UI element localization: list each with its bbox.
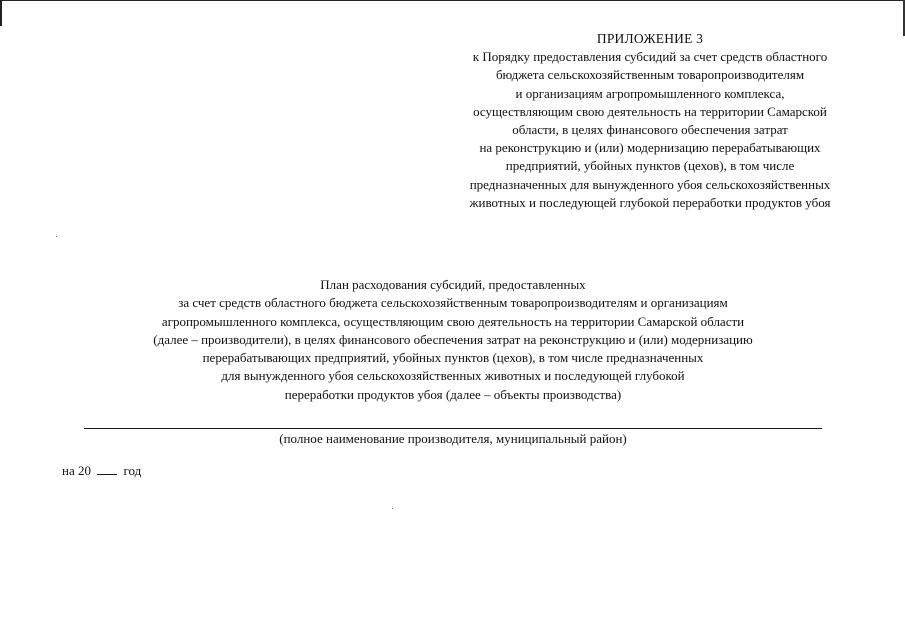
scan-speck xyxy=(56,236,57,237)
year-prefix: на 20 xyxy=(62,463,91,478)
plan-title xyxy=(70,276,836,404)
plan-title-line: (далее – производители), в целях финансового обеспечения затрат на реконструкцию и (или) модернизацию xyxy=(153,331,753,347)
appendix-line: к Порядку предоставления субсидий за счет средств областного xyxy=(472,49,828,65)
appendix-line: осуществляющим свою деятельность на территории Самарской xyxy=(473,103,827,119)
appendix-line: предназначенных для вынужденного убоя сельскохозяйственных xyxy=(469,176,831,192)
plan-title-line: переработки продуктов убоя (далее – объекты производства) xyxy=(284,386,622,402)
appendix-line: животных и последующей глубокой переработки продуктов убоя xyxy=(469,194,831,210)
appendix-header xyxy=(430,30,870,212)
plan-title-line: за счет средств областного бюджета сельскохозяйственным товаропроизводителям и организациям xyxy=(178,295,728,311)
appendix-line: области, в целях финансового обеспечения затрат xyxy=(512,122,788,138)
producer-name-blank[interactable] xyxy=(84,428,822,429)
scan-edge-left xyxy=(0,0,2,26)
appendix-line: и организациям агропромышленного комплекса, xyxy=(515,85,785,101)
appendix-line: предприятий, убойных пунктов (цехов), в том числе xyxy=(505,158,795,174)
plan-title-line: для вынужденного убоя сельскохозяйственных животных и последующей глубокой xyxy=(221,368,685,384)
year-line xyxy=(62,462,141,480)
scan-speck xyxy=(392,508,393,509)
year-suffix: год xyxy=(123,463,142,478)
plan-title-line: План расходования субсидий, предоставленных xyxy=(320,277,586,292)
scan-edge-top xyxy=(0,0,905,1)
plan-title-line: агропромышленного комплекса, осуществляющим свою деятельность на территории Самарской области xyxy=(161,313,745,329)
year-blank[interactable] xyxy=(97,462,117,475)
appendix-line: на реконструкцию и (или) модернизацию перерабатывающих xyxy=(479,140,821,156)
plan-title-line: перерабатывающих предприятий, убойных пунктов (цехов), в том числе предназначенных xyxy=(202,350,704,366)
appendix-title: ПРИЛОЖЕНИЕ 3 xyxy=(596,31,704,46)
producer-caption: (полное наименование производителя, муниципальный район) xyxy=(279,431,627,446)
appendix-line: бюджета сельскохозяйственным товаропроизводителям xyxy=(495,67,805,83)
